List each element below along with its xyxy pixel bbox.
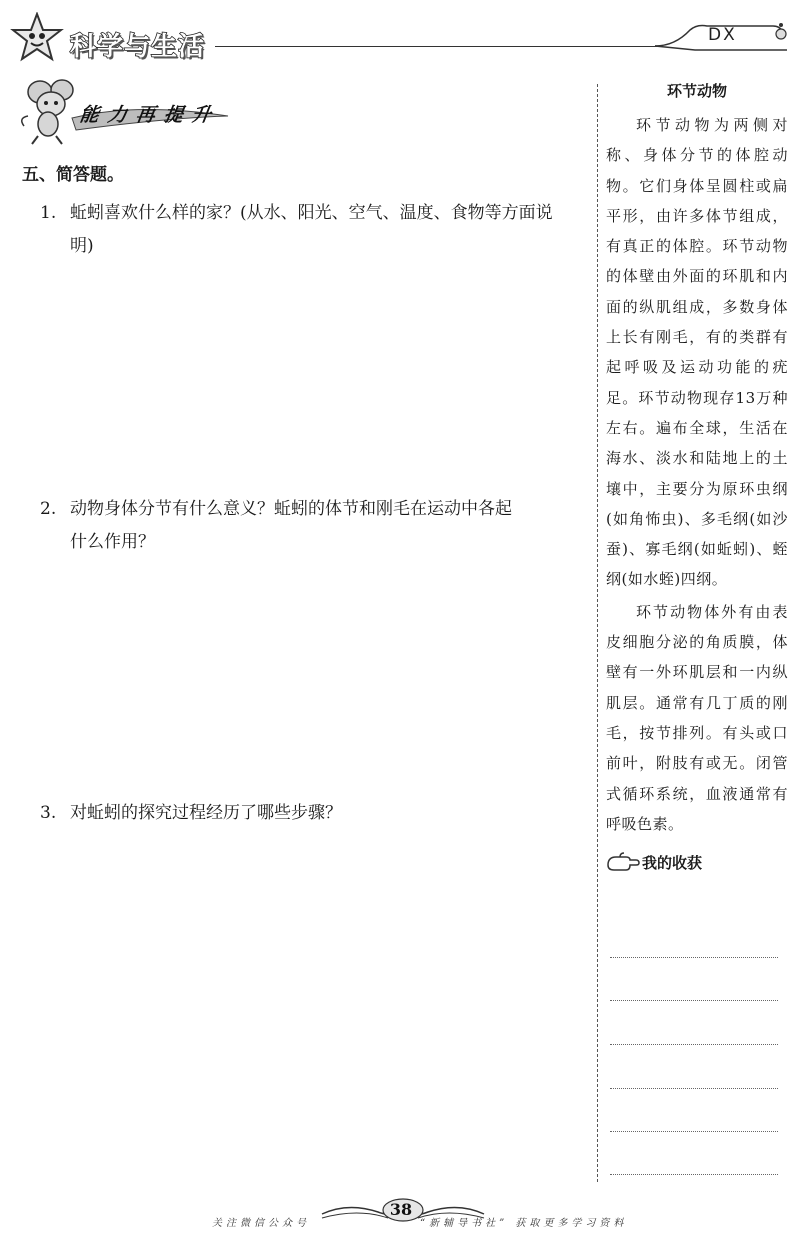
question-1 [40, 197, 588, 263]
question-text-continued: 什么作用？ [70, 532, 155, 552]
note-line[interactable] [610, 1000, 778, 1001]
mascot-star-icon [10, 12, 64, 64]
note-line[interactable] [610, 1088, 778, 1089]
note-line[interactable] [610, 957, 778, 958]
question-3 [40, 797, 588, 830]
question-text: 动物身体分节有什么意义？蚯蚓的体节和刚毛在运动中各起 [70, 499, 512, 519]
sidebar-title: 环节动物 [666, 82, 727, 100]
section-heading: 五、简答题。 [22, 165, 124, 185]
question-text: 对蚯蚓的探究过程经历了哪些步骤？ [70, 803, 342, 823]
question-number: 2. [40, 499, 57, 519]
header-rule [215, 46, 660, 47]
brand-title: 科学与生活 [70, 32, 206, 62]
column-divider [597, 84, 598, 1182]
note-line[interactable] [610, 1174, 778, 1175]
page-header [0, 0, 800, 70]
my-gain-heading [606, 847, 788, 877]
section-banner-title: 能力再提升 [78, 104, 222, 126]
knowledge-sidebar [606, 80, 788, 877]
page-number: 38 [389, 1200, 413, 1219]
sidebar-paragraph-1: 环节动物为两侧对称、身体分节的体腔动物。它们身体呈圆柱或扁平形，由许多体节组成，有真正的体腔。环节动物的体壁由外面的环肌和内面的纵肌组成，多数身体上长有刚毛，有的类群有起呼吸及运动功能的疣足。环节动物现存13万种左右。遍布全球，生活在海水、淡水和陆地上的土壤中，主要分为原环虫纲(如角怖虫)、多毛纲(如沙蚕)、寡毛纲(如蚯蚓)、蛭纲(如水蛭)四纲。 [606, 116, 788, 589]
pointing-hand-icon [606, 851, 640, 873]
question-number: 3. [40, 803, 57, 823]
question-text-continued: 明) [70, 236, 94, 256]
note-line[interactable] [610, 1131, 778, 1132]
footer-note-right: “新辅导书社” 获取更多学习资料 [420, 1218, 628, 1229]
note-line[interactable] [610, 1044, 778, 1045]
series-code: DX [708, 25, 737, 45]
footer-note-left: 关注微信公众号 [212, 1218, 310, 1229]
my-gain-label: 我的收获 [642, 853, 703, 872]
question-2 [40, 493, 588, 559]
sidebar-paragraph-2: 环节动物体外有由表皮细胞分泌的角质膜，体壁有一外环肌层和一内纵肌层。通常有几丁质的刚毛，按节排列。有头或口前叶，附肢有或无。闭管式循环系统，血液通常有呼吸色素。 [606, 602, 788, 833]
question-text: 蚯蚓喜欢什么样的家？(从水、阳光、空气、温度、食物等方面说 [70, 203, 553, 223]
question-number: 1. [40, 203, 57, 223]
